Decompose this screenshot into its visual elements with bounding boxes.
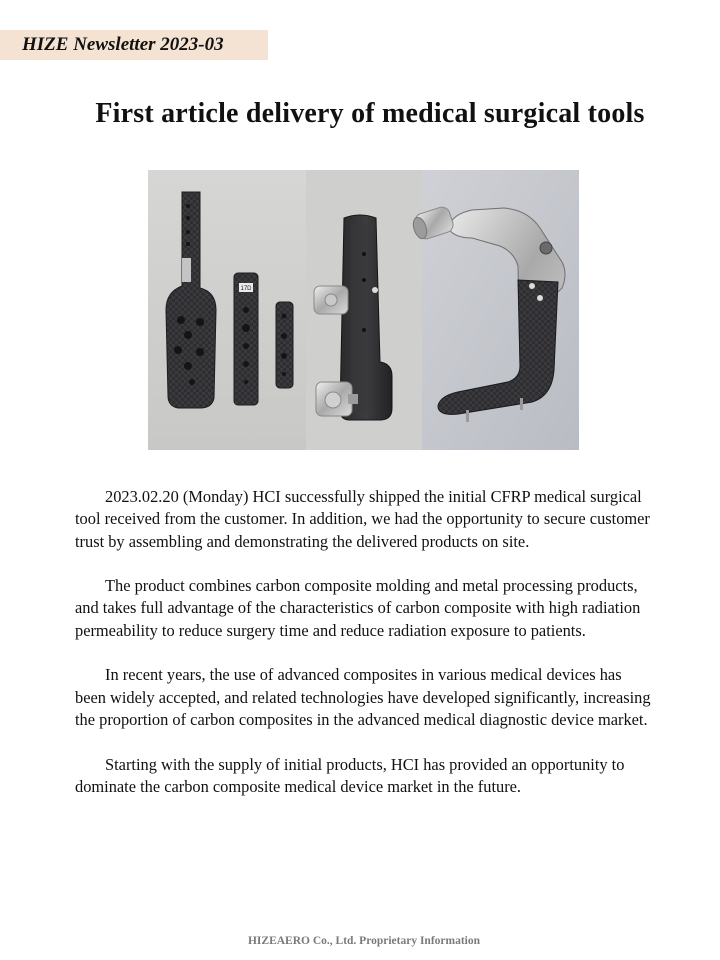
- product-photo: [148, 170, 579, 450]
- paragraph-market: In recent years, the use of advanced composites in various medical devices has been widely accepted, and related technologies have developed significantly, increasing the proportion of carbon composites in the advanced medical diagnostic device market.: [75, 665, 651, 729]
- paragraph-product: The product combines carbon composite molding and metal processing products, and takes full advantage of the characteristics of carbon composite with high radiation permeability to reduce surgery time and reduce radiation exposure to patients.: [75, 576, 641, 640]
- paragraph-outlook: Starting with the supply of initial products, HCI has provided an opportunity to dominate the carbon composite medical device market in the future.: [75, 754, 625, 796]
- footer-proprietary: HIZEAERO Co., Ltd. Proprietary Information: [247, 935, 481, 947]
- article-title: First article delivery of medical surgical tools: [95, 98, 645, 129]
- newsletter-tag: [0, 30, 268, 60]
- newsletter-tag-text: HIZE Newsletter 2023-03: [22, 34, 224, 55]
- article-body: [75, 486, 655, 820]
- part-label-text: 17D: [240, 286, 252, 292]
- paragraph-shipment: 2023.02.20 (Monday) HCI successfully shipped the initial CFRP medical surgical tool received from the customer. In addition, we had the opportunity to secure customer trust by assembling and demonstrating the delivered products on site.: [75, 487, 650, 551]
